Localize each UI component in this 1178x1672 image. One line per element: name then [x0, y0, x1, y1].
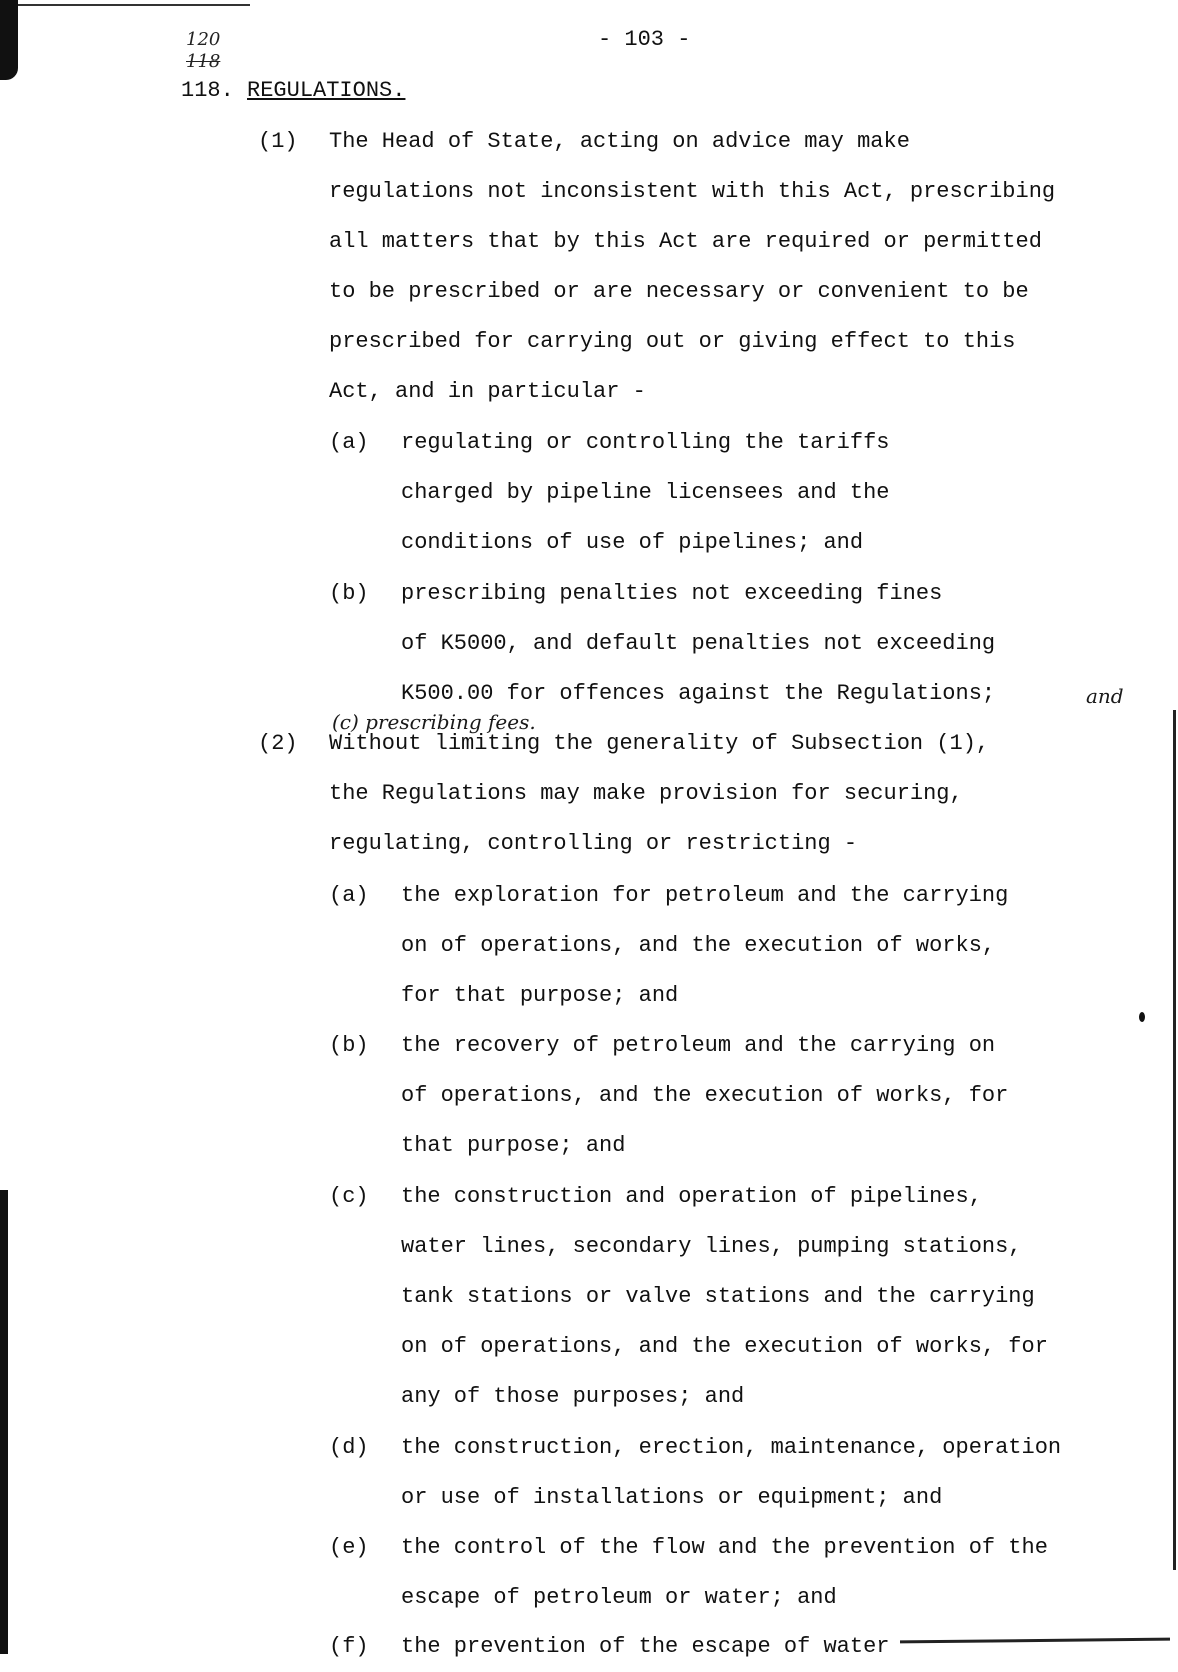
handwritten-insert-item: (c) prescribing fees. — [332, 710, 536, 734]
text-line: prescribing penalties not exceeding fines — [401, 581, 943, 606]
text-line: prescribed for carrying out or giving effect to this — [329, 329, 1016, 354]
text-line: or use of installations or equipment; and — [401, 1485, 943, 1510]
handwritten-insert-and: and — [1086, 684, 1124, 708]
item-label: (b) — [329, 1033, 369, 1058]
text-line: Without limiting the generality of Subsection (1), — [329, 731, 990, 756]
scan-top-edge — [0, 4, 250, 6]
text-line: tank stations or valve stations and the carrying — [401, 1284, 1035, 1309]
text-line: the control of the flow and the prevention of the — [401, 1535, 1048, 1560]
scan-right-edge — [1173, 710, 1176, 1570]
text-line: the construction and operation of pipelines, — [401, 1184, 982, 1209]
page-number: - 103 - — [598, 27, 691, 52]
text-line: regulating or controlling the tariffs — [401, 430, 890, 455]
scan-speck — [1139, 1012, 1145, 1022]
scan-left-edge — [0, 1190, 8, 1654]
item-text — [401, 1021, 1008, 1171]
text-line: any of those purposes; and — [401, 1384, 745, 1409]
item-label: (e) — [329, 1535, 369, 1560]
text-line: The Head of State, acting on advice may make — [329, 129, 910, 154]
text-line: Act, and in particular - — [329, 379, 646, 404]
text-line: of operations, and the execution of works, for — [401, 1083, 1009, 1108]
text-line: regulations not inconsistent with this Act, prescribing — [329, 179, 1056, 204]
section-number: 118. — [181, 78, 234, 103]
text-line: on of operations, and the execution of works, — [401, 933, 996, 958]
text-line: to be prescribed or are necessary or convenient to be — [329, 279, 1029, 304]
text-line: K500.00 for offences against the Regulations; — [401, 681, 996, 706]
scan-bottom-edge — [900, 1638, 1170, 1644]
text-line: conditions of use of pipelines; and — [401, 530, 864, 555]
text-line: the recovery of petroleum and the carrying on — [401, 1033, 996, 1058]
item-text — [401, 1523, 1048, 1623]
item-label: (d) — [329, 1435, 369, 1460]
item-text — [401, 569, 995, 719]
item-text — [401, 1423, 1061, 1523]
margin-note-old-number: 118 — [186, 51, 221, 72]
subsection-label: (1) — [258, 129, 298, 154]
item-text — [401, 1622, 889, 1672]
text-line: on of operations, and the execution of works, for — [401, 1334, 1048, 1359]
section-heading — [181, 73, 405, 109]
text-line: the Regulations may make provision for securing, — [329, 781, 963, 806]
text-line: for that purpose; and — [401, 983, 679, 1008]
text-line: all matters that by this Act are required or permitted — [329, 229, 1042, 254]
text-line: that purpose; and — [401, 1133, 626, 1158]
item-label: (a) — [329, 883, 369, 908]
item-label: (c) — [329, 1184, 369, 1209]
text-line: charged by pipeline licensees and the — [401, 480, 890, 505]
item-text — [401, 1172, 1048, 1422]
text-line: the exploration for petroleum and the carrying — [401, 883, 1009, 908]
text-line: water lines, secondary lines, pumping stations, — [401, 1234, 1022, 1259]
item-label: (b) — [329, 581, 369, 606]
section-title: REGULATIONS. — [247, 78, 406, 103]
text-line: regulating, controlling or restricting - — [329, 831, 858, 856]
text-line: the construction, erection, maintenance, operation — [401, 1435, 1062, 1460]
text-line: of K5000, and default penalties not exceeding — [401, 631, 996, 656]
scan-corner-mark — [0, 0, 18, 80]
text-line: escape of petroleum or water; and — [401, 1585, 837, 1610]
item-text — [401, 871, 1008, 1021]
item-label: (f) — [329, 1634, 369, 1659]
text-line: the prevention of the escape of water — [401, 1634, 890, 1659]
subsection-text — [329, 719, 989, 869]
item-text — [401, 418, 889, 568]
margin-note-new-number: 120 — [186, 29, 221, 50]
item-label: (a) — [329, 430, 369, 455]
subsection-label: (2) — [258, 731, 298, 756]
subsection-text — [329, 117, 1055, 417]
